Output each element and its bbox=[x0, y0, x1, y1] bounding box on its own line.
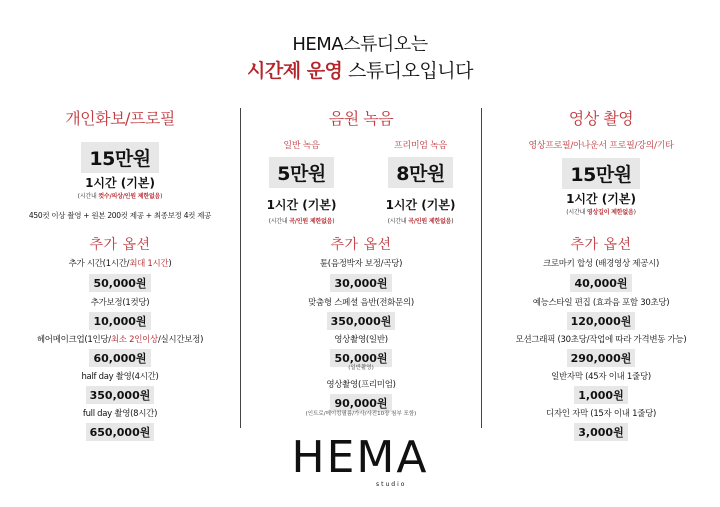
col2-note-1-b: ) bbox=[332, 218, 335, 225]
col1-opt-4-price: 650,000원 bbox=[86, 423, 155, 441]
col1-opt-0-a: 추가 시간(1시간/ bbox=[68, 259, 130, 269]
col2-note-2 bbox=[361, 216, 480, 225]
col1-opt-2-price: 60,000원 bbox=[89, 349, 150, 367]
divider-1 bbox=[240, 108, 241, 428]
col2-extra-title: 추가 옵션 bbox=[330, 237, 392, 253]
col3-sub: 영상프로필/아나운서 프로필/강의/기타 bbox=[528, 141, 674, 151]
col2-sub-1: 일반 녹음 bbox=[283, 141, 320, 151]
col1-opt-0-r: 최대 1시간 bbox=[129, 259, 169, 269]
logo-tagline: studio bbox=[376, 481, 407, 488]
col1-title: 개인화보/프로필 bbox=[65, 109, 175, 128]
col2-opt-0-price: 30,000원 bbox=[330, 274, 391, 292]
col1-opt-2-title bbox=[0, 333, 240, 345]
col3-note-red: 영상길이 제한없음 bbox=[586, 209, 634, 216]
col2-basic-2: 1시간 (기본) bbox=[385, 198, 456, 212]
col2-opt-0-title: 튠(음정박자 보정/곡당) bbox=[319, 259, 403, 269]
col3-note bbox=[482, 207, 720, 216]
col3-title: 영상 촬영 bbox=[568, 109, 634, 128]
col3-note-b: ) bbox=[633, 209, 636, 216]
col3-note-a: (시간내 bbox=[566, 209, 587, 216]
col1-opt-2-b: /실시간보정) bbox=[157, 335, 204, 345]
col1-opt-3-a: half day 촬영(4시간) bbox=[81, 372, 159, 382]
col2-note-2-red: 곡/인원 제한없음 bbox=[408, 218, 452, 225]
col2-price-2: 8만원 bbox=[388, 157, 452, 188]
col3-opt-1-title: 예능스타일 편집 (효과음 포함 30초당) bbox=[532, 298, 670, 308]
col3-opt-4-price: 3,000원 bbox=[574, 423, 627, 441]
col2-title: 음원 녹음 bbox=[328, 109, 394, 128]
col1-opt-1-price: 10,000원 bbox=[89, 312, 150, 330]
col3-basic: 1시간 (기본) bbox=[566, 192, 636, 206]
col3-opt-1-price: 120,000원 bbox=[567, 312, 636, 330]
col2-note-2-b: ) bbox=[451, 218, 454, 225]
header-line-1: HEMA스튜디오는 bbox=[292, 34, 428, 55]
col2-note-1-red: 곡/인원 제한없음 bbox=[289, 218, 333, 225]
col1-price: 15만원 bbox=[81, 142, 158, 173]
col2-opt-2-title: 영상촬영(일반) bbox=[334, 335, 388, 345]
header-line-2-rest: 스튜디오입니다 bbox=[342, 60, 473, 82]
col1-opt-3-price: 350,000원 bbox=[86, 386, 155, 404]
col1-note-b: ) bbox=[160, 193, 163, 200]
col3-opt-4-title: 디자인 자막 (15자 이내 1줄당) bbox=[545, 409, 657, 419]
col3-opt-0-price: 40,000원 bbox=[570, 274, 631, 292]
col1-extra-title: 추가 옵션 bbox=[89, 237, 151, 253]
col2-opt-2-price: 50,000원 bbox=[330, 349, 391, 367]
col2-price-1: 5만원 bbox=[269, 157, 333, 188]
studio-logo bbox=[0, 434, 720, 482]
col1-opt-2-a: 헤어메이크업(1인당/ bbox=[36, 335, 111, 345]
col1-desc: 450컷 이상 촬영 + 원본 200컷 제공 + 최종보정 4컷 제공 bbox=[28, 211, 212, 220]
col2-opt-3-title: 영상촬영(프리미엄) bbox=[326, 380, 396, 390]
col3-opt-3-price: 1,000원 bbox=[574, 386, 627, 404]
col1-opt-4-a: full day 촬영(8시간) bbox=[82, 409, 158, 419]
col1-note-a: (시간내 bbox=[77, 193, 99, 200]
col1-opt-3-title bbox=[0, 370, 240, 382]
column-video bbox=[482, 100, 720, 439]
col1-opt-2-r: 최소 2인이상 bbox=[110, 335, 158, 345]
col1-opt-0-title bbox=[0, 257, 240, 269]
col1-opt-0-b: ) bbox=[168, 259, 172, 269]
col1-basic: 1시간 (기본) bbox=[85, 176, 155, 190]
col1-note bbox=[0, 191, 240, 200]
col2-opt-1-price: 350,000원 bbox=[327, 312, 396, 330]
col2-opt-1-title: 맞춤형 스페셜 음반(전화문의) bbox=[308, 298, 414, 308]
col3-opt-2-price: 290,000원 bbox=[567, 349, 636, 367]
col3-opt-3-title: 일반자막 (45자 이내 1줄당) bbox=[551, 372, 651, 382]
col2-opt-3-tiny: (인트로/메이킹필름/가사/사진10장 첨부 포함) bbox=[305, 411, 417, 417]
col2-note-1 bbox=[242, 216, 361, 225]
header-highlight: 시간제 운영 bbox=[247, 60, 343, 82]
col3-opt-0-title: 크로마키 합성 (배경영상 제공시) bbox=[542, 259, 660, 269]
col2-basic-1: 1시간 (기본) bbox=[266, 198, 337, 212]
col1-opt-4-title bbox=[0, 407, 240, 419]
column-recording bbox=[242, 100, 480, 430]
col2-opt-3-price: 90,000원 bbox=[330, 394, 391, 412]
col3-extra-title: 추가 옵션 bbox=[570, 237, 632, 253]
col2-note-2-a: (시간내 bbox=[387, 218, 409, 225]
col3-price: 15만원 bbox=[562, 158, 639, 189]
col1-opt-1-a: 추가보정(1컷당) bbox=[90, 298, 150, 308]
col2-sub-2: 프리미엄 녹음 bbox=[394, 141, 447, 151]
col3-opt-2-title: 모션그래픽 (30초당/작업에 따라 가격변동 가능) bbox=[515, 335, 687, 345]
column-portrait bbox=[0, 100, 240, 439]
header-line-2 bbox=[0, 56, 720, 83]
col1-note-red: 컷수/의상/인원 제한없음 bbox=[98, 193, 161, 200]
col2-opt-2-tiny: (일반촬영) bbox=[348, 365, 374, 371]
col2-note-1-a: (시간내 bbox=[268, 218, 290, 225]
logo-name: HEMA bbox=[291, 432, 429, 483]
col1-opt-1-title bbox=[0, 296, 240, 308]
col1-opt-0-price: 50,000원 bbox=[89, 274, 150, 292]
